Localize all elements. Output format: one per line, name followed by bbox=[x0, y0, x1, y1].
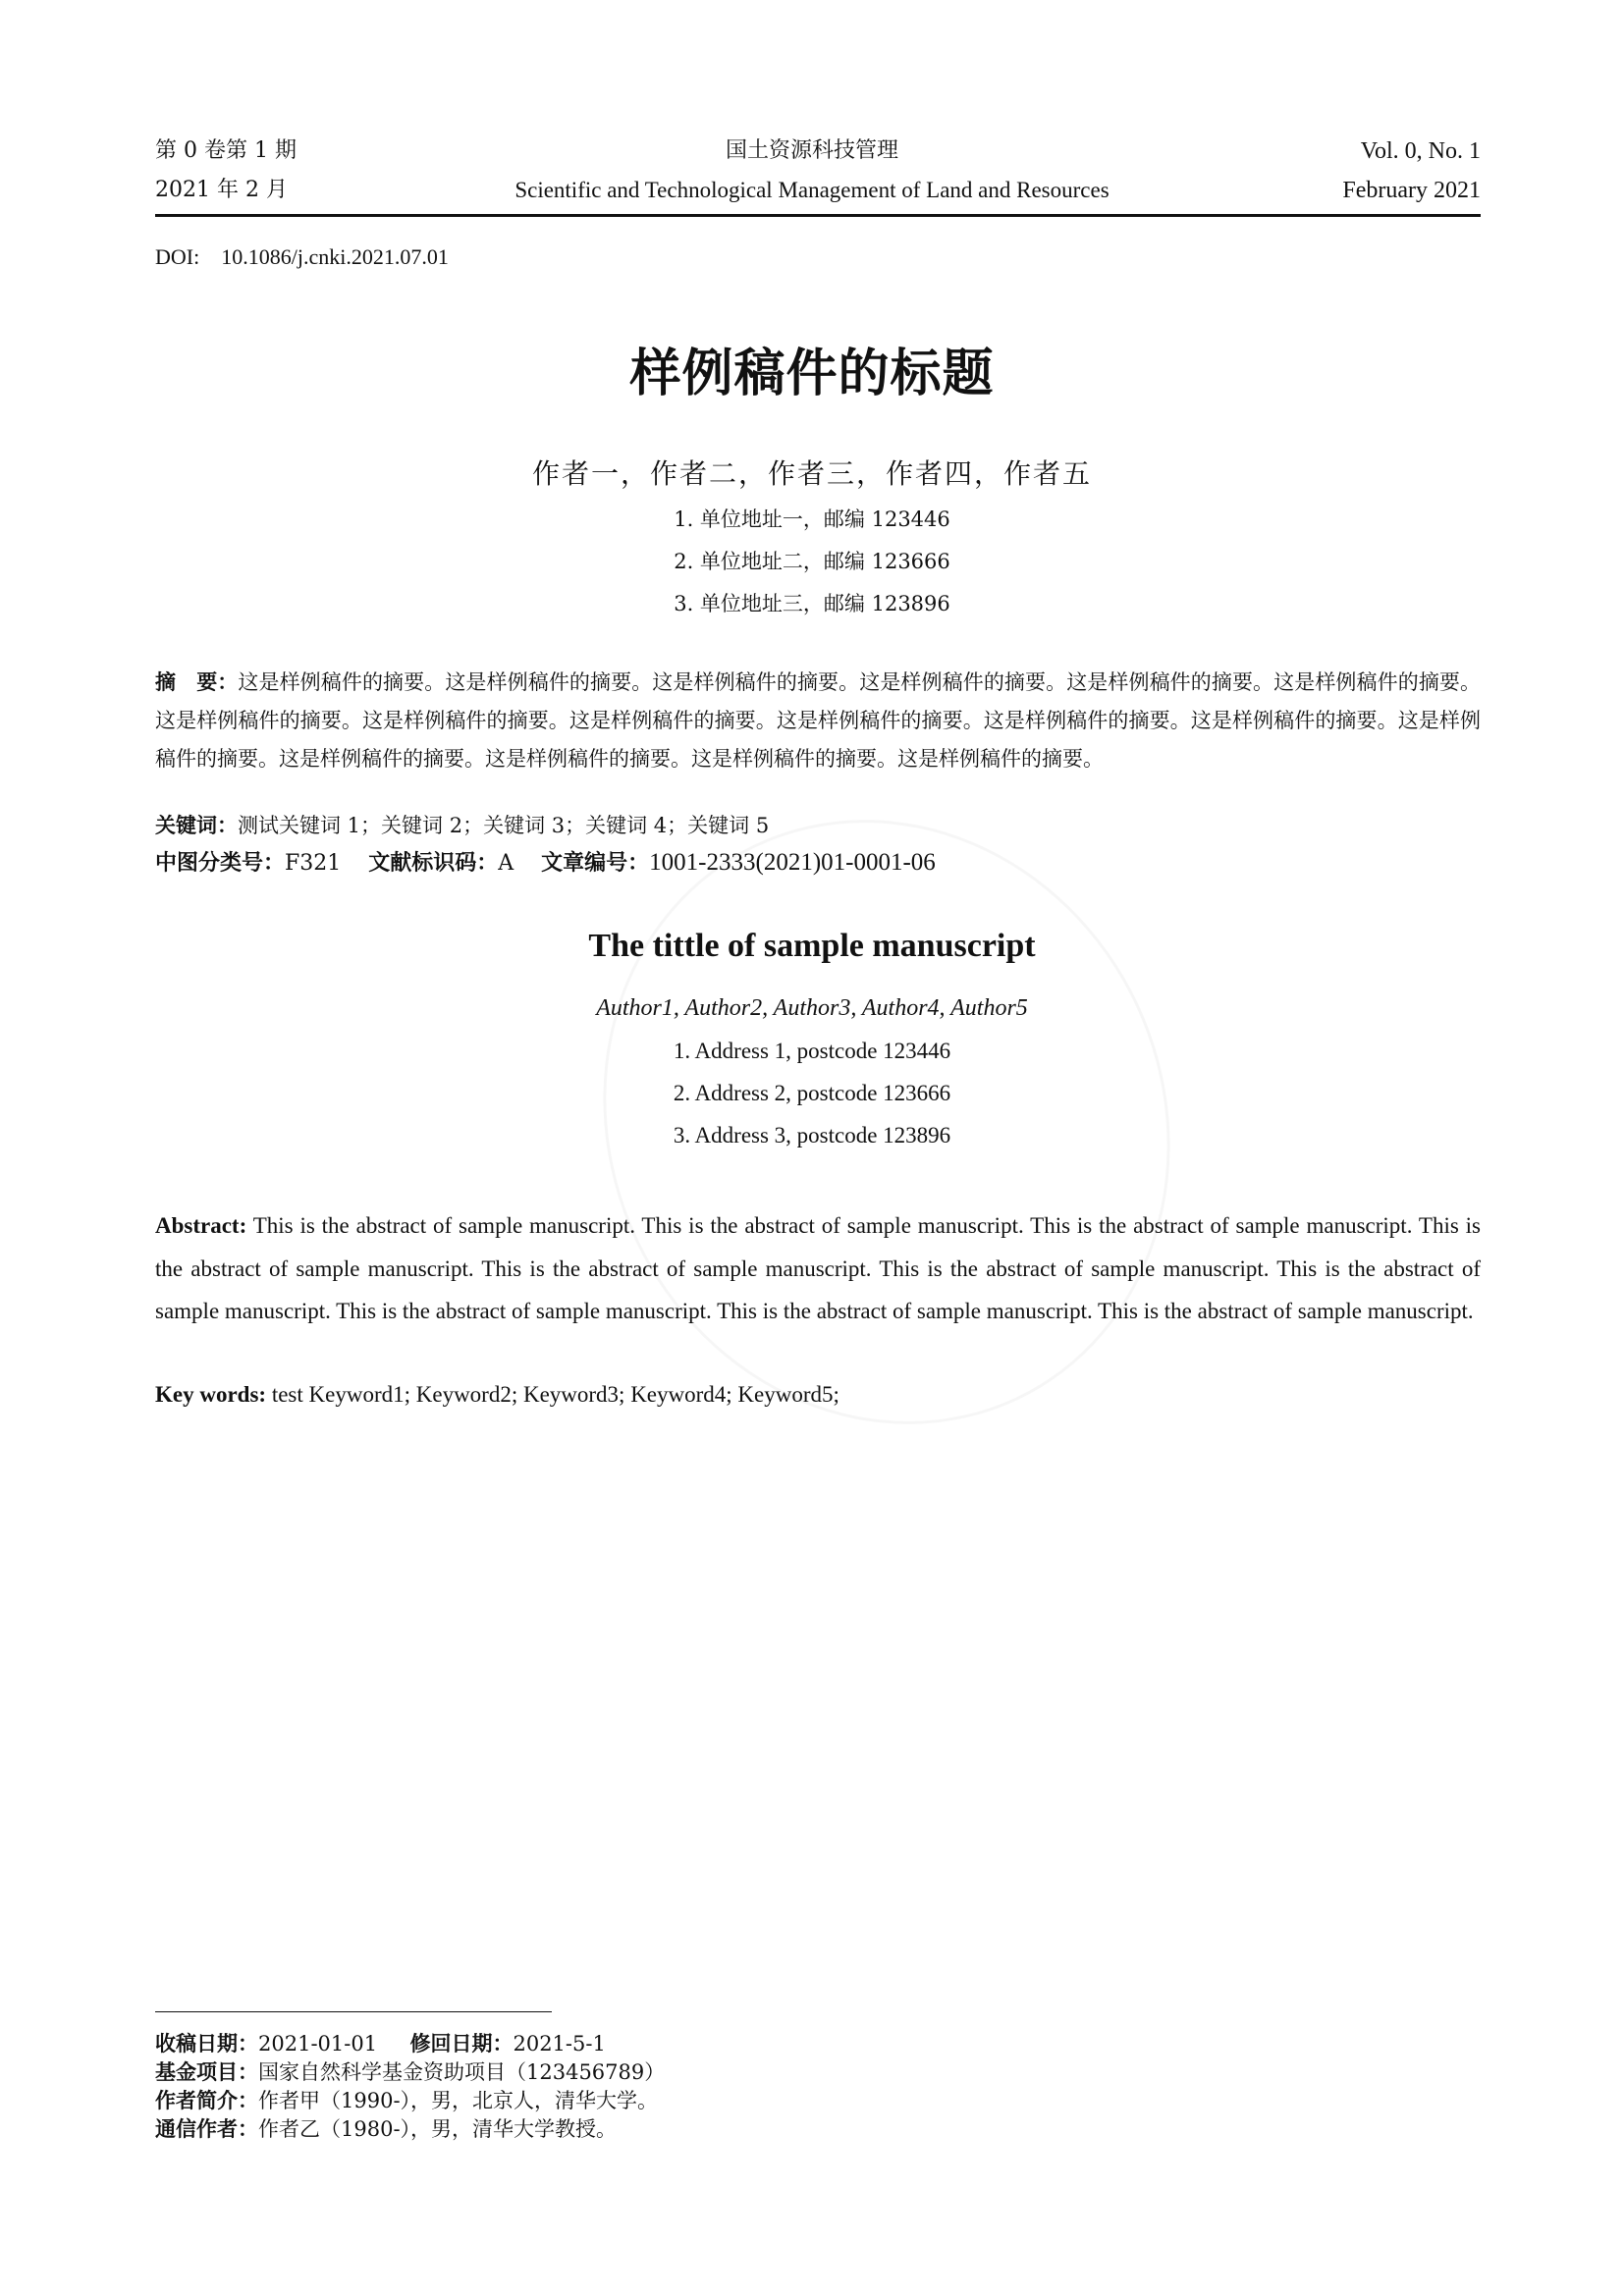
article-no-label: 文章编号： bbox=[541, 851, 650, 876]
cn-title: 样例稿件的标题 bbox=[629, 345, 995, 403]
footnote-dates bbox=[155, 2031, 606, 2056]
received-value: 2021-01-01 bbox=[258, 2032, 378, 2056]
article-no-value: 1001-2333(2021)01-0001-06 bbox=[649, 849, 936, 876]
header-volume-en: Vol. 0, No. 1 bbox=[1360, 138, 1481, 164]
doi-line bbox=[155, 244, 449, 270]
cn-abstract-label: 摘 要： bbox=[155, 670, 239, 694]
en-keywords bbox=[155, 1382, 839, 1408]
doi-value[interactable]: 10.1086/j.cnki.2021.07.01 bbox=[221, 244, 449, 269]
corresponding-label: 通信作者： bbox=[155, 2117, 258, 2141]
cn-keywords-label: 关键词： bbox=[155, 814, 238, 837]
en-affiliation-1: 1. Address 1, postcode 123446 bbox=[673, 1039, 951, 1063]
revised-label: 修回日期： bbox=[409, 2032, 514, 2056]
footnote-fund bbox=[155, 2059, 665, 2085]
cn-authors: 作者一，作者二，作者三，作者四，作者五 bbox=[531, 457, 1092, 490]
header-date-en: February 2021 bbox=[1342, 178, 1481, 203]
author-bio-value: 作者甲（1990-），男，北京人，清华大学。 bbox=[258, 2089, 659, 2112]
cn-keywords bbox=[155, 810, 769, 839]
footnote-rule bbox=[155, 2011, 552, 2012]
fund-label: 基金项目： bbox=[155, 2060, 258, 2084]
en-abstract-label: Abstract: bbox=[155, 1213, 247, 1238]
header-journal-en: Scientific and Technological Management of Land and Resources bbox=[514, 178, 1110, 202]
header-rule bbox=[155, 214, 1481, 217]
fund-value: 国家自然科学基金资助项目（123456789） bbox=[258, 2060, 666, 2084]
received-label: 收稿日期： bbox=[155, 2032, 258, 2056]
en-affiliation-3: 3. Address 3, postcode 123896 bbox=[673, 1123, 951, 1148]
author-bio-label: 作者简介： bbox=[155, 2089, 258, 2112]
footnote-corresponding bbox=[155, 2116, 617, 2142]
header-journal-cn: 国土资源科技管理 bbox=[725, 138, 898, 163]
classification-line bbox=[155, 846, 936, 877]
en-abstract-text: This is the abstract of sample manuscript. This is the abstract of sample manuscript. This is the abstract of sample manuscript. This is the abstract of sample manuscript. This is the abstract of sample manuscript. This is the abstract of sample manuscript. This is the abstract of sample manuscript. This is the abstract of sample manuscript. This is the abstract of sample manuscript. This is the abstract of sample manuscript. bbox=[155, 1213, 1481, 1323]
en-title: The tittle of sample manuscript bbox=[588, 928, 1036, 964]
corresponding-value: 作者乙（1980-），男，清华大学教授。 bbox=[258, 2117, 618, 2141]
header-date-cn: 2021 年 2 月 bbox=[155, 178, 288, 202]
en-abstract bbox=[155, 1204, 1481, 1333]
clc-label: 中图分类号： bbox=[155, 851, 286, 876]
cn-affiliation-3: 3. 单位地址三，邮编 123896 bbox=[674, 592, 950, 615]
doi-label: DOI: bbox=[155, 244, 200, 269]
cn-affiliation-1: 1. 单位地址一，邮编 123446 bbox=[674, 507, 950, 531]
cn-affiliation-2: 2. 单位地址二，邮编 123666 bbox=[674, 550, 950, 573]
clc-value: F321 bbox=[285, 851, 342, 876]
en-affiliation-2: 2. Address 2, postcode 123666 bbox=[673, 1081, 951, 1105]
cn-abstract-text: 这是样例稿件的摘要。这是样例稿件的摘要。这是样例稿件的摘要。这是样例稿件的摘要。这是样例稿件的摘要。这是样例稿件的摘要。这是样例稿件的摘要。这是样例稿件的摘要。这是样例稿件的摘要。这是样例稿件的摘要。这是样例稿件的摘要。这是样例稿件的摘要。这是样例稿件的摘要。这是样例稿件的摘要。这是样例稿件的摘要。这是样例稿件的摘要。这是样例稿件的摘要。 bbox=[155, 670, 1482, 771]
doc-code-label: 文献标识码： bbox=[368, 851, 499, 876]
revised-value: 2021-5-1 bbox=[513, 2032, 606, 2056]
en-authors: Author1, Author2, Author3, Author4, Author5 bbox=[596, 995, 1028, 1021]
cn-keywords-text: 测试关键词 1；关键词 2；关键词 3；关键词 4；关键词 5 bbox=[238, 814, 770, 837]
cn-abstract bbox=[155, 664, 1481, 778]
doc-code-value: A bbox=[498, 851, 514, 876]
en-keywords-text: test Keyword1; Keyword2; Keyword3; Keyword4; Keyword5; bbox=[266, 1382, 839, 1407]
footnote-author bbox=[155, 2088, 658, 2113]
header-volume-cn: 第 0 卷第 1 期 bbox=[155, 138, 297, 163]
en-keywords-label: Key words: bbox=[155, 1382, 267, 1407]
